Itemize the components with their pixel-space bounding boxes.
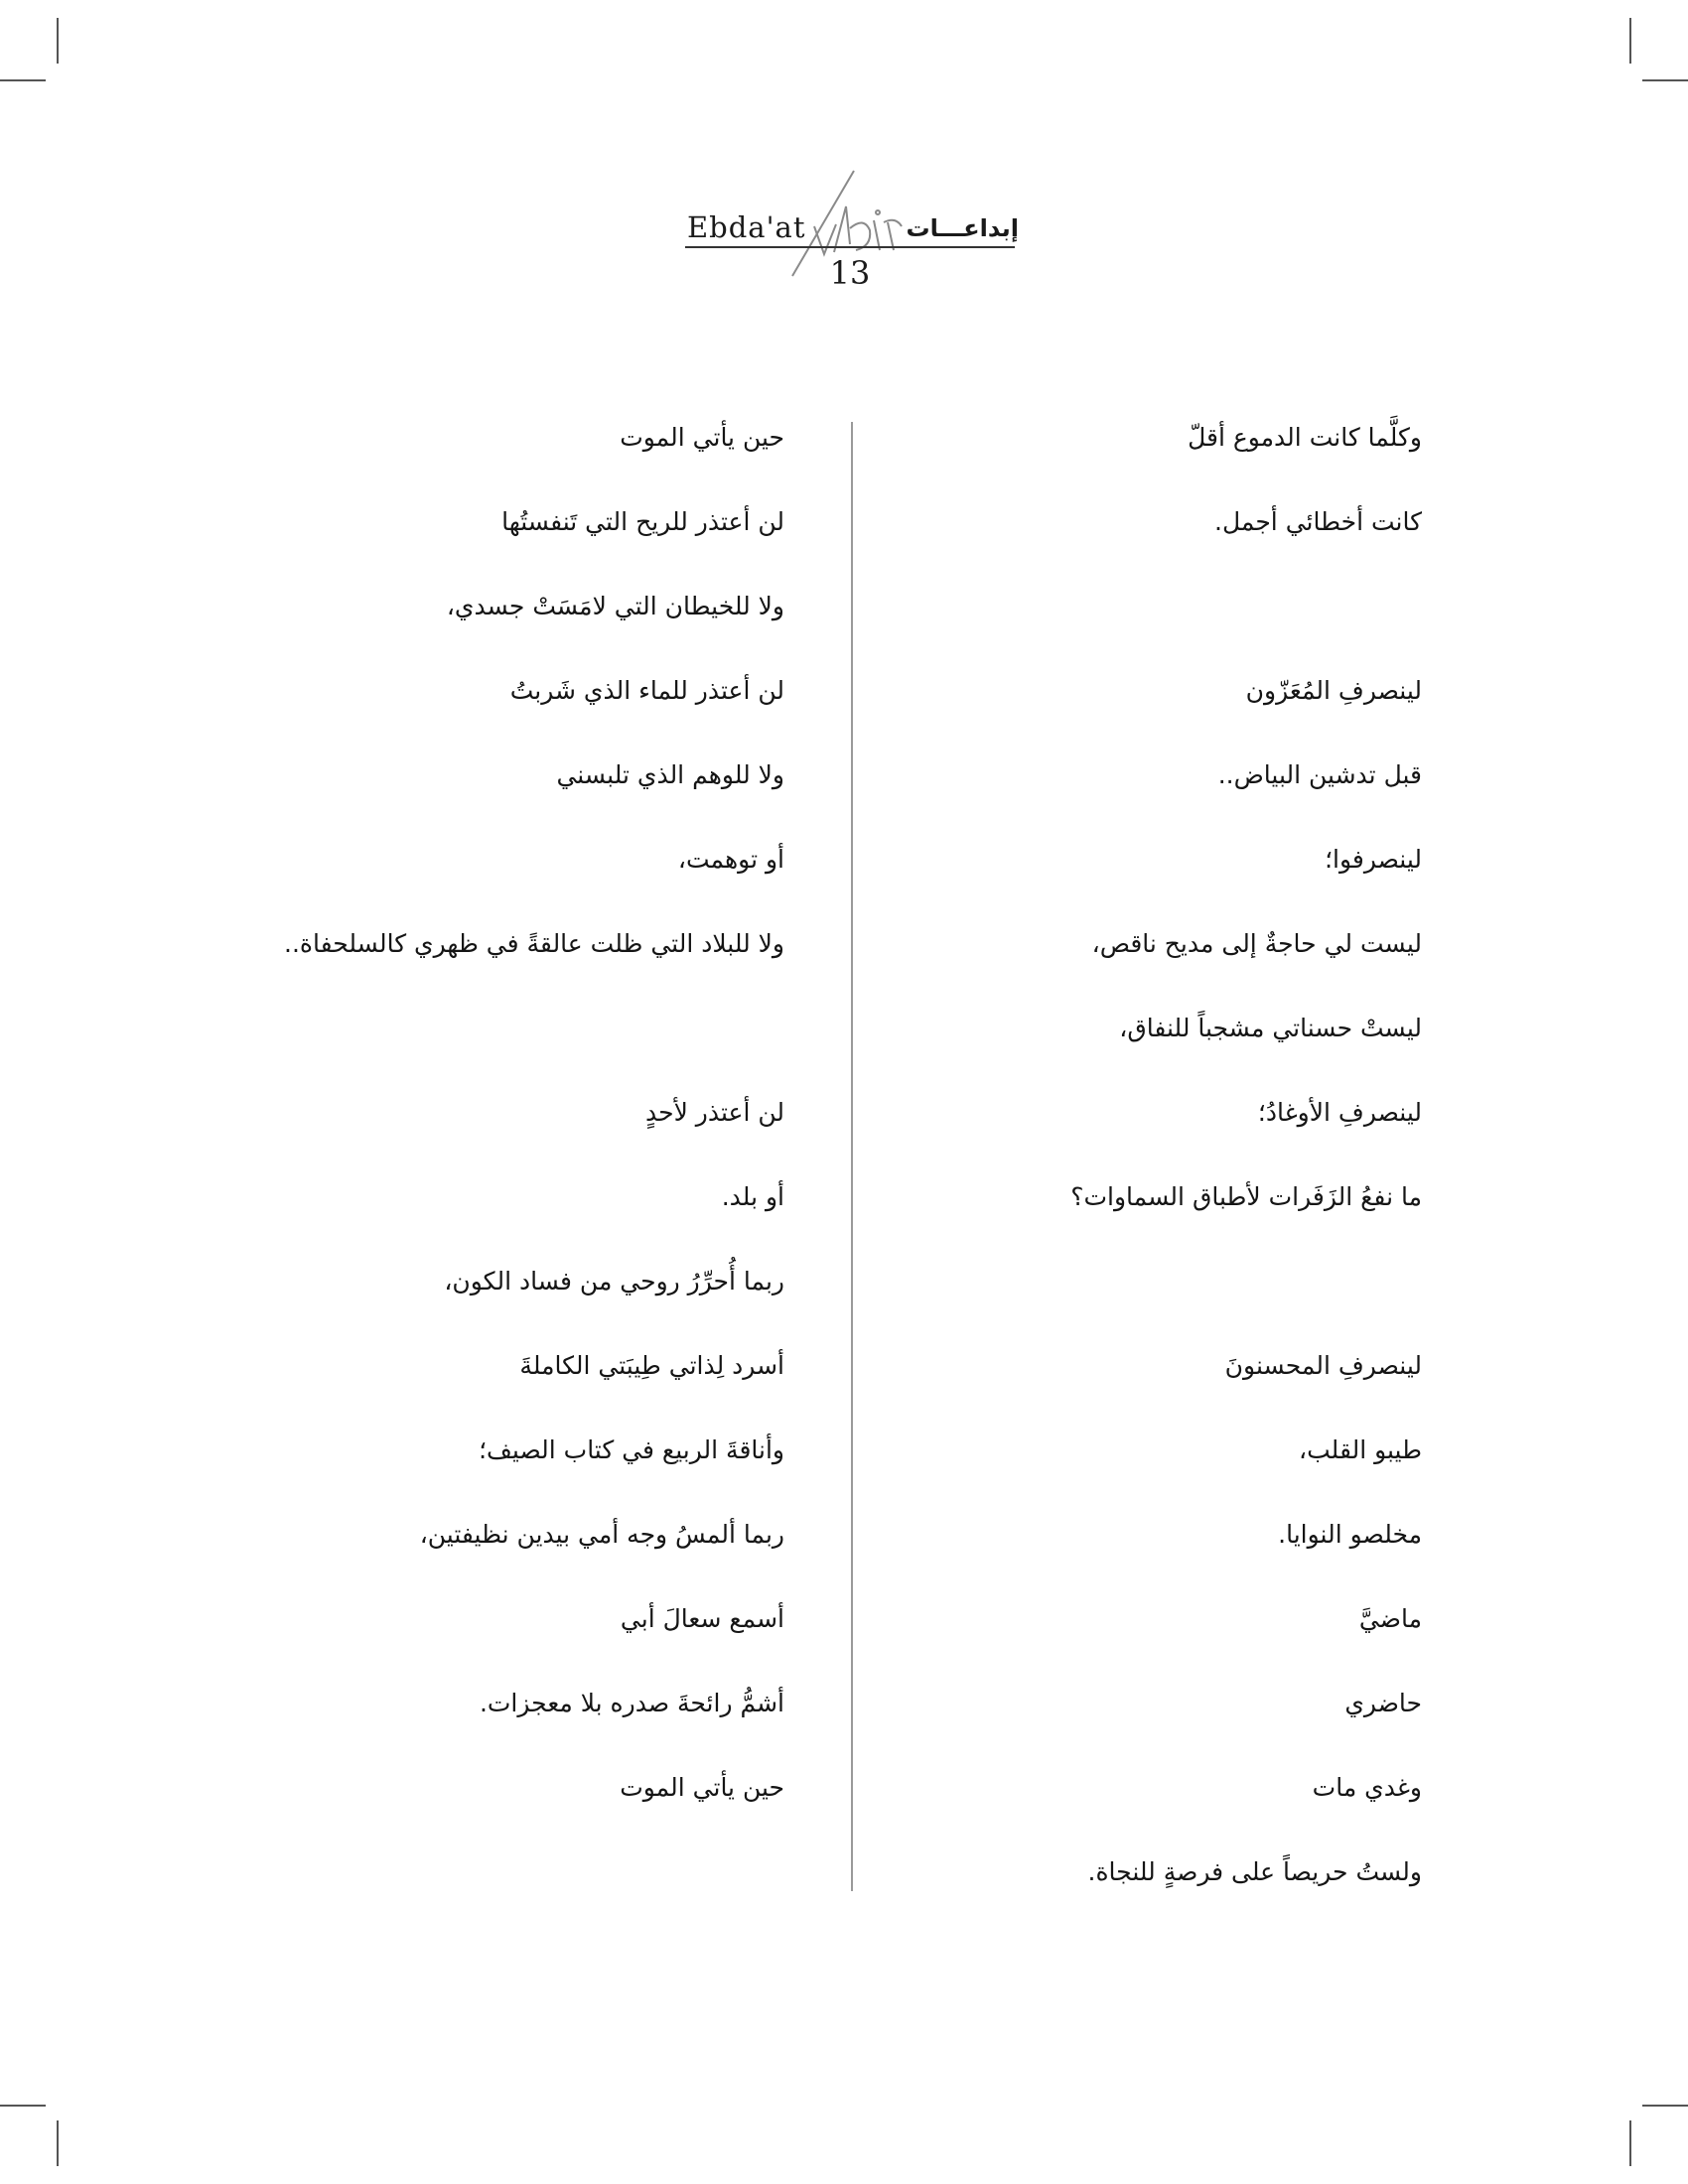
crop-mark [1629,2120,1631,2166]
stanza-break [806,584,1422,668]
verse-line: ربما أُحرِّرُ روحي من فساد الكون، [444,1267,784,1296]
verse-line: وأناقةَ الربيع في كتاب الصيف؛ [479,1435,784,1464]
verse-line: حاضري [1344,1689,1422,1717]
crop-mark [0,79,46,81]
verse-line: لينصرفوا؛ [1325,845,1422,874]
verse-line: ولا للبلاد التي ظلت عالقةً في ظهري كالسلحفاة.. [284,929,784,958]
verse-line: ليستْ حسناتي مشجباً للنفاق، [1119,1014,1422,1042]
verse-line: كانت أخطائي أجمل. [1214,507,1422,536]
verse-line: لينصرفِ الأوغادُ؛ [1257,1098,1422,1127]
verse-line: طيبو القلب، [1299,1435,1422,1464]
verse-line: لينصرفِ المُعَزّون [1245,676,1422,705]
header-latin-title: Ebda'at [687,210,806,244]
verse-line: أسمع سعالَ أبي [620,1604,784,1633]
poem-column-right [806,415,1422,1934]
stanza-break [806,1259,1422,1343]
verse-line: لن أعتذر للريح التي تَنفستُها [501,507,784,536]
verse-line: ربما ألمسُ وجه أمي بيدين نظيفتين، [419,1520,784,1549]
verse-line: لن أعتذر للماء الذي شَربتُ [509,676,784,705]
verse-line: لينصرفِ المحسنونَ [1224,1351,1422,1380]
verse-line: ما نفعُ الزَفَرات لأطباق السماوات؟ [1070,1182,1422,1211]
verse-line: وغدي مات [1312,1773,1422,1802]
verse-line: قبل تدشين البياض.. [1217,760,1422,789]
verse-line: ليست لي حاجةٌ إلى مديح ناقص، [1091,929,1422,958]
crop-mark [0,2105,46,2107]
crop-mark [57,18,59,64]
header-arabic-title: إبداعـــات [906,214,1019,242]
poem-column-left [89,415,784,1849]
verse-line: أو توهمت، [677,845,784,874]
verse-line: ولا للخيطان التي لامَسَتْ جسدي، [446,592,784,620]
stanza-break [89,1006,784,1090]
verse-line: ولستُ حريصاً على فرصةٍ للنجاة. [1087,1857,1422,1886]
verse-line: مخلصو النوايا. [1278,1520,1422,1549]
page-header [685,167,1023,296]
verse-line: أو بلد. [721,1182,784,1211]
verse-line: لن أعتذر لأحدٍ [645,1098,784,1127]
crop-mark [1642,2105,1688,2107]
verse-line: وكلَّما كانت الدموع أقلّ [1188,423,1422,452]
verse-line: أشمُّ رائحةَ صدره بلا معجزات. [479,1689,784,1717]
header-rule [685,246,1015,248]
verse-line: حين يأتي الموت [620,423,784,452]
verse-line: ماضيَّ [1358,1604,1422,1633]
page-number: 13 [829,254,871,292]
verse-line: أسرد لِذاتي طِيبَتي الكاملةَ [519,1351,784,1380]
crop-mark [1629,18,1631,64]
verse-line: حين يأتي الموت [620,1773,784,1802]
crop-mark [57,2120,59,2166]
verse-line: ولا للوهم الذي تلبسني [556,760,784,789]
crop-mark [1642,79,1688,81]
